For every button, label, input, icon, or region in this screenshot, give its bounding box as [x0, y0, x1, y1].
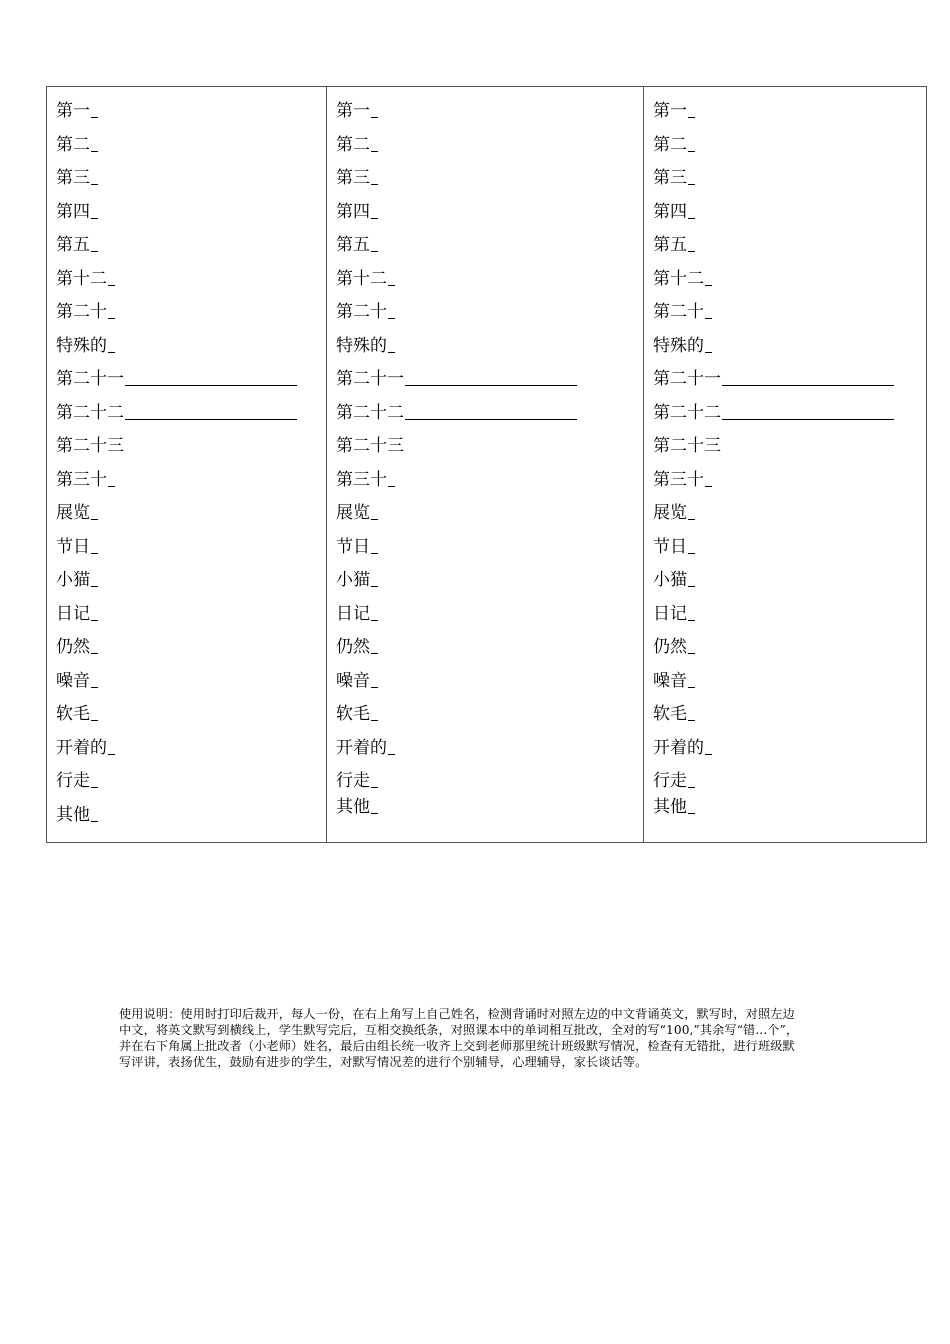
answer-blank[interactable] [388, 284, 395, 286]
word-label: 行走 [653, 771, 687, 791]
answer-blank[interactable] [705, 317, 712, 319]
word-row [336, 665, 577, 699]
word-label: 第十二 [653, 268, 704, 289]
word-row [336, 464, 577, 498]
answer-blank[interactable] [91, 619, 98, 621]
word-label: 开着的 [336, 737, 387, 758]
answer-blank[interactable] [91, 250, 98, 252]
word-label: 特殊的 [56, 335, 107, 356]
answer-blank[interactable] [705, 485, 712, 487]
answer-blank[interactable] [688, 250, 695, 252]
word-row [336, 564, 577, 598]
word-row [56, 598, 297, 632]
word-row [336, 363, 577, 397]
word-row [56, 464, 297, 498]
word-label: 节日 [56, 536, 90, 557]
word-row [336, 397, 577, 431]
answer-blank[interactable] [688, 619, 695, 621]
dictation-column-2 [326, 87, 643, 842]
word-list [56, 95, 297, 832]
answer-blank[interactable] [388, 753, 395, 755]
answer-blank[interactable] [705, 753, 712, 755]
word-row [56, 698, 297, 732]
word-row [56, 631, 297, 665]
answer-blank[interactable] [371, 217, 378, 219]
word-label: 第二十二 [336, 402, 404, 423]
word-row [336, 229, 577, 263]
word-label: 第三十 [336, 469, 387, 490]
word-row [653, 95, 894, 129]
word-label: 噪音 [56, 670, 90, 691]
word-row [336, 531, 577, 565]
word-row [336, 497, 577, 531]
word-label: 其他 [336, 796, 370, 817]
answer-blank[interactable] [688, 217, 695, 219]
answer-blank[interactable] [688, 518, 695, 520]
word-label: 软毛 [56, 704, 90, 724]
word-label: 行走 [56, 771, 90, 791]
word-row [56, 430, 297, 464]
word-row [56, 196, 297, 230]
word-row [336, 129, 577, 163]
word-label: 软毛 [653, 704, 687, 724]
word-row [653, 631, 894, 665]
word-label: 软毛 [336, 704, 370, 724]
word-label: 第三十 [56, 469, 107, 490]
dictation-table [46, 86, 927, 843]
word-label: 第二 [653, 134, 687, 155]
word-row [336, 698, 577, 732]
word-label: 日记 [653, 603, 687, 624]
word-row [653, 397, 894, 431]
word-label: 第二十 [653, 302, 704, 322]
answer-blank[interactable] [371, 116, 378, 118]
word-row [336, 263, 577, 297]
answer-blank[interactable] [91, 552, 98, 554]
word-label: 特殊的 [336, 335, 387, 356]
word-row [336, 732, 577, 766]
answer-blank[interactable] [371, 652, 378, 654]
word-row [56, 129, 297, 163]
word-label: 开着的 [56, 737, 107, 758]
dictation-column-1 [47, 87, 326, 842]
answer-blank[interactable] [108, 284, 115, 286]
answer-blank[interactable] [371, 183, 378, 185]
word-label: 第二十一 [336, 369, 404, 389]
word-row [653, 263, 894, 297]
word-label: 第五 [336, 235, 370, 255]
word-label: 第五 [653, 235, 687, 255]
answer-blank[interactable] [91, 719, 98, 721]
answer-blank[interactable] [705, 284, 712, 286]
word-label: 第四 [56, 201, 90, 222]
word-row [56, 531, 297, 565]
word-label: 第二十 [336, 302, 387, 322]
answer-blank[interactable] [91, 820, 98, 822]
answer-blank[interactable] [371, 250, 378, 252]
word-row [653, 564, 894, 598]
word-label: 其他 [653, 796, 687, 817]
answer-blank[interactable] [91, 116, 98, 118]
answer-blank[interactable] [91, 518, 98, 520]
word-label: 小猫 [653, 570, 687, 590]
word-label: 第二十一 [56, 369, 124, 389]
word-label: 第一 [336, 101, 370, 121]
answer-blank[interactable] [722, 418, 894, 420]
word-row [56, 799, 297, 833]
answer-blank[interactable] [722, 384, 894, 386]
word-row [653, 698, 894, 732]
word-row [56, 497, 297, 531]
word-label: 展览 [336, 503, 370, 523]
word-row [653, 430, 894, 464]
word-row [653, 598, 894, 632]
answer-blank[interactable] [388, 351, 395, 353]
word-label: 第三 [653, 168, 687, 188]
answer-blank[interactable] [371, 812, 378, 814]
word-label: 特殊的 [653, 335, 704, 356]
word-row [653, 229, 894, 263]
word-label: 第二十三 [653, 436, 721, 456]
word-label: 噪音 [336, 670, 370, 691]
word-label: 噪音 [653, 670, 687, 691]
word-label: 第十二 [56, 268, 107, 289]
answer-blank[interactable] [108, 485, 115, 487]
word-row [336, 330, 577, 364]
word-row [653, 330, 894, 364]
word-label: 小猫 [56, 570, 90, 590]
word-label: 第三 [56, 168, 90, 188]
word-label: 第二 [336, 134, 370, 155]
word-row [56, 330, 297, 364]
answer-blank[interactable] [91, 217, 98, 219]
word-row [336, 631, 577, 665]
answer-blank[interactable] [405, 418, 577, 420]
dictation-column-3 [643, 87, 926, 842]
answer-blank[interactable] [388, 317, 395, 319]
answer-blank[interactable] [688, 183, 695, 185]
word-row [56, 765, 297, 799]
answer-blank[interactable] [91, 585, 98, 587]
answer-blank[interactable] [405, 384, 577, 386]
word-label: 第二十二 [653, 402, 721, 423]
answer-blank[interactable] [91, 150, 98, 152]
word-row [56, 363, 297, 397]
word-row [653, 497, 894, 531]
word-row [56, 732, 297, 766]
word-row [653, 129, 894, 163]
word-row [653, 196, 894, 230]
word-label: 第一 [653, 101, 687, 121]
word-row [56, 564, 297, 598]
word-row [56, 296, 297, 330]
word-row [336, 162, 577, 196]
word-row [653, 363, 894, 397]
word-row [56, 162, 297, 196]
word-label: 节日 [653, 536, 687, 557]
answer-blank[interactable] [91, 686, 98, 688]
word-row [56, 95, 297, 129]
answer-blank[interactable] [371, 686, 378, 688]
word-label: 第二十 [56, 302, 107, 322]
word-row [336, 598, 577, 632]
word-row [653, 464, 894, 498]
word-row [653, 791, 894, 825]
answer-blank[interactable] [688, 686, 695, 688]
answer-blank[interactable] [688, 719, 695, 721]
word-row [56, 665, 297, 699]
answer-blank[interactable] [108, 351, 115, 353]
word-label: 第五 [56, 235, 90, 255]
answer-blank[interactable] [705, 351, 712, 353]
answer-blank[interactable] [688, 812, 695, 814]
word-row [336, 791, 577, 825]
word-label: 行走 [336, 771, 370, 791]
answer-blank[interactable] [108, 753, 115, 755]
word-row [653, 162, 894, 196]
word-row [336, 95, 577, 129]
word-row [336, 430, 577, 464]
word-label: 第二十三 [56, 436, 124, 456]
answer-blank[interactable] [91, 652, 98, 654]
answer-blank[interactable] [371, 619, 378, 621]
answer-blank[interactable] [371, 150, 378, 152]
word-label: 第二十一 [653, 369, 721, 389]
word-row [336, 296, 577, 330]
word-label: 第二 [56, 134, 90, 155]
answer-blank[interactable] [125, 384, 297, 386]
answer-blank[interactable] [108, 317, 115, 319]
word-label: 第三十 [653, 469, 704, 490]
word-label: 其他 [56, 804, 90, 825]
word-row [653, 732, 894, 766]
word-row [56, 397, 297, 431]
word-label: 仍然 [56, 637, 90, 657]
word-label: 第二十三 [336, 436, 404, 456]
answer-blank[interactable] [371, 552, 378, 554]
answer-blank[interactable] [371, 585, 378, 587]
answer-blank[interactable] [688, 585, 695, 587]
answer-blank[interactable] [91, 183, 98, 185]
word-row [653, 296, 894, 330]
word-row [653, 531, 894, 565]
word-label: 第四 [653, 201, 687, 222]
answer-blank[interactable] [371, 518, 378, 520]
word-label: 第一 [56, 101, 90, 121]
word-label: 第二十二 [56, 402, 124, 423]
answer-blank[interactable] [688, 552, 695, 554]
usage-instructions: 使用说明：使用时打印后裁开，每人一份，在右上角写上自己姓名，检测背诵时对照左边的中文背诵英文，默写时，对照左边中文，将英文默写到横线上，学生默写完后，互相交换纸条，对照课本中的单词相互批改，全对的写“100,”其余写“错...个”，并在右下角属上批改者（小老师）姓名，最后由组长统一收齐上交到老师那里统计班级默写情况，检查有无错批，进行班级默写评讲，表扬优生，鼓励有进步的学生，对默写情况差的进行个别辅导，心理辅导，家长谈话等。 [119, 1007, 799, 1069]
word-label: 开着的 [653, 737, 704, 758]
word-label: 日记 [336, 603, 370, 624]
answer-blank[interactable] [688, 652, 695, 654]
word-list [653, 95, 894, 824]
word-label: 展览 [56, 503, 90, 523]
word-label: 展览 [653, 503, 687, 523]
answer-blank[interactable] [688, 116, 695, 118]
word-label: 第十二 [336, 268, 387, 289]
word-label: 仍然 [336, 637, 370, 657]
word-list [336, 95, 577, 824]
answer-blank[interactable] [688, 150, 695, 152]
answer-blank[interactable] [371, 786, 378, 788]
word-label: 第四 [336, 201, 370, 222]
answer-blank[interactable] [91, 786, 98, 788]
word-label: 仍然 [653, 637, 687, 657]
word-label: 节日 [336, 536, 370, 557]
word-row [336, 196, 577, 230]
word-label: 第三 [336, 168, 370, 188]
answer-blank[interactable] [688, 786, 695, 788]
answer-blank[interactable] [125, 418, 297, 420]
word-row [56, 263, 297, 297]
word-label: 日记 [56, 603, 90, 624]
word-row [653, 665, 894, 699]
answer-blank[interactable] [388, 485, 395, 487]
answer-blank[interactable] [371, 719, 378, 721]
word-label: 小猫 [336, 570, 370, 590]
word-row [56, 229, 297, 263]
